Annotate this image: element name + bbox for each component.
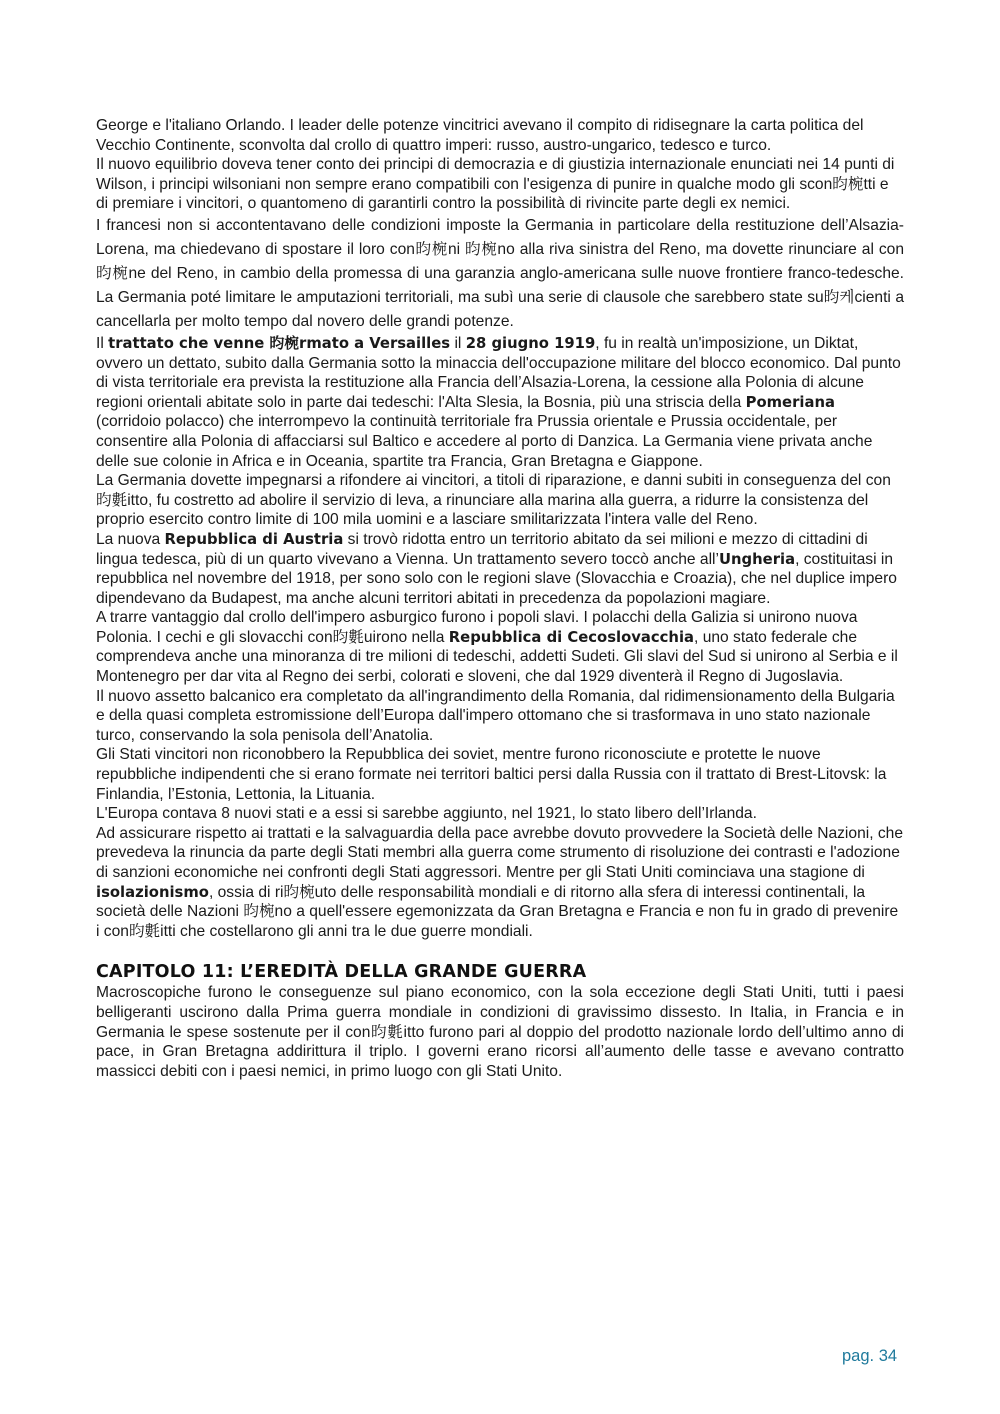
paragraph-versailles-treaty: Il trattato che venne 昀椀rmato a Versailles il 28 giugno 1919, fu in realtà un'imposizione, un Diktat, ovvero un dettato, subito dalla Germania sotto la minaccia dell'occupazione militare del blocco economico. Dal punto di vista territoriale era prevista la restituzione alla Francia dell’Alsazia-Lorena, la cessione alla Polonia di alcune regioni orientali abitate solo in parte dai tedeschi: l'Alta Slesia, la Bosnia, più una striscia della Pomeriana (corridoio polacco) che interrompevo la continuità territoriale fra Prussia orientale e Prussia occidentale, per consentire alla Polonia di affacciarsi sul Baltico e accedere al porto di Danzica. La Germania viene privata anche delle sue colonie in Africa e in Oceania, spartite tra Francia, Gran Bretagna e Giappone. — [96, 334, 901, 470]
bold-isolationism: isolazionismo — [96, 883, 209, 901]
bold-date: 28 giugno 1919 — [465, 334, 596, 352]
bold-austria: Repubblica di Austria — [164, 530, 344, 548]
paragraph-german-reparations: La Germania dovette impegnarsi a rifondere ai vincitori, a titoli di riparazione, e danni subiti in conseguenza del con昀氀itto, fu costretto ad abolire il servizio di leva, a rinunciare alla marina alla guerra, a ridurre la consistenza del proprio esercito contro limite di 100 mila uomini e a lasciare smilitarizzata l'intera valle del Reno. — [96, 472, 891, 529]
paragraph-baltic-republics: Gli Stati vincitori non riconobbero la Repubblica dei soviet, mentre furono riconosciute e protette le nuove repubbliche indipendenti che si erano formate nei territori baltici persi dalla Russia con il trattato di Brest-Litovsk: la Finlandia, l’Estonia, Lettonia, la Lituania. — [96, 746, 887, 803]
bold-czechoslovakia: Repubblica di Cecoslovacchia — [448, 628, 695, 646]
paragraph-economic-consequences: Macroscopiche furono le conseguenze sul piano economico, con la sola eccezione degli Stati Uniti, tutti i paesi belligeranti uscirono dalla Prima guerra mondiale in condizioni di gravissimo dissesto. In Italia, in Francia e in Germania le spese sostenute per il con昀氀itto furono pari al doppio del prodotto nazionale lordo dell’ultimo anno di pace, in Gran Bretagna addirittura il triplo. I governi erano ricorsi all’aumento delle tasse e avevano contratto massicci debiti con i paesi nemici, in primo luogo con gli Stati Unito. — [96, 984, 904, 1080]
paragraph-balkans: Il nuovo assetto balcanico era completato da all'ingrandimento della Romania, dal ridimensionamento della Bulgaria e della quasi completa estromissione dell’Europa dall'impero ottomano che si trasformava in uno stato nazionale turco, conservando la sola penisola dell’Anatolia. — [96, 687, 895, 744]
bold-hungary: Ungheria — [719, 550, 796, 568]
page-number: pag. 34 — [842, 1347, 898, 1365]
bold-pomerania: Pomeriana — [745, 393, 835, 411]
bold-versailles: trattato che venne 昀椀rmato a Versailles — [108, 334, 451, 352]
paragraph-slavic-peoples: A trarre vantaggio dal crollo dell'impero asburgico furono i popoli slavi. I polacchi della Galizia si unirono nuova Polonia. I cechi e gli slovacchi con昀氀uirono nella Repubblica di Cecoslovacchia, uno stato federale che comprendeva anche una minoranza di tre milioni di tedeschi, addetti Sudeti. Gli slavi del Sud si unirono al Serbia e il Montenegro per dar vita al Regno dei serbi, colorati e sloveni, che dal 1929 diventerà il Regno di Jugoslavia. — [96, 609, 898, 686]
paragraph-new-states: L'Europa contava 8 nuovi stati e a essi si sarebbe aggiunto, nel 1921, lo stato libero dell’Irlanda. — [96, 805, 757, 823]
paragraph-austria-hungary: La nuova Repubblica di Austria si trovò ridotta entro un territorio abitato da sei milioni e mezzo di cittadini di lingua tedesca, più di un quarto vivevano a Vienna. Un trattamento severo toccò anche all’Ungheria, costituitasi in repubblica nel novembre del 1918, per sono solo con le regioni slave (Slovacchia e Croazia), che nel duplice impero dipendevano da Budapest, ma anche alcuni territori abitati in precedenza da popolazioni magiare. — [96, 530, 897, 607]
paragraph-league-of-nations: Ad assicurare rispetto ai trattati e la salvaguardia della pace avrebbe dovuto provvedere la Società delle Nazioni, che prevedeva la rinuncia da parte degli Stati membri alla guerra come strumento di risoluzione dei contrasti e l'adozione di sanzioni economiche nei confronti degli Stati aggressori. Mentre per gli Stati Uniti cominciava una stagione di isolazionismo, ossia di ri昀椀uto delle responsabilità mondiali e di ritorno alla sfera di interessi continentali, la società delle Nazioni 昀椀no a quell'essere egemonizzata da Gran Bretagna e Francia e non fu in grado di prevenire i con昀氀itti che costellarono gli anni tra le due guerre mondiali. — [96, 824, 904, 940]
paragraph-peace-conference: George e l'italiano Orlando. I leader delle potenze vincitrici avevano il compito di ridisegnare la carta politica del Vecchio Continente, sconvolta dal crollo di quattro imperi: russo, austro-ungarico, tedesco e turco. — [96, 117, 864, 154]
paragraph-french-demands: I francesi non si accontentavano delle condizioni imposte la Germania in particolare della restituzione dell’Alsazia-Lorena, ma chiedevano di spostare il loro con昀椀ni 昀椀no alla riva sinistra del Reno, ma dovette rinunciare al con昀椀ne del Reno, in cambio della promessa di una garanzia anglo-americana sulle nuove frontiere franco-tedesche. La Germania poté limitare le amputazioni territoriali, ma subì una serie di clausole che sarebbero state su昀케cienti a cancellarla per molto tempo dal novero delle grandi potenze. — [96, 216, 904, 330]
chapter-heading: CAPITOLO 11: L’EREDITÀ DELLA GRANDE GUERRA — [96, 962, 587, 983]
paragraph-wilson-principles: Il nuovo equilibrio doveva tener conto dei principi di democrazia e di giustizia internazionale enunciati nei 14 punti di Wilson, i principi wilsoniani non sempre erano compatibili con l'esigenza di punire in qualche modo gli scon昀椀tti e di premiare i vincitori, o quantomeno di garantirli contro la possibilità di rivincite parte degli ex nemici. — [96, 156, 895, 213]
document-page — [96, 116, 904, 1081]
